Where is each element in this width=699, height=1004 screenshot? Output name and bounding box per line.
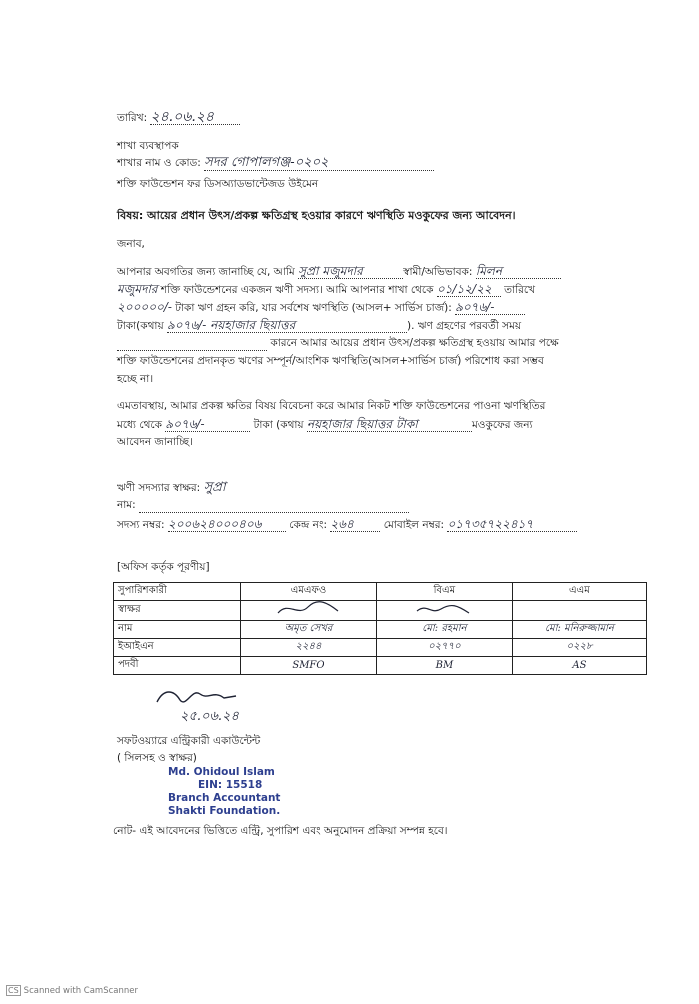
- mobile-label: মোবাইল নম্বর:: [383, 519, 445, 531]
- member-signature: সুপ্রা: [203, 480, 226, 495]
- scanner-text: Scanned with CamScanner: [23, 986, 138, 996]
- branch-value: সদর গোপালগঞ্জ-০২০২: [204, 156, 434, 171]
- footer-note: নোট- এই আবেদনের ভিত্তিতে এন্ট্রি, সুপারিশ এবং অনুমোদন প্রক্রিয়া সম্পন্ন হবে।: [113, 825, 448, 837]
- camscanner-logo: CS: [8, 986, 19, 995]
- center-value: ২৬৪: [330, 517, 380, 532]
- para1-line3: [117, 300, 525, 315]
- bm-signature: [376, 601, 512, 621]
- balance-value: ৯০৭৬/-: [455, 300, 525, 315]
- table-row: [114, 639, 647, 657]
- member-name-value: সুপ্রা মজুমদার: [298, 264, 403, 279]
- row-label: পদবী: [114, 657, 241, 675]
- waiver-words-value: নয়হাজার ছিয়াত্তর টাকা: [307, 417, 472, 432]
- member-number-label: সদস্য নম্বর:: [117, 519, 165, 531]
- table-header-cell: বিএম: [376, 583, 512, 601]
- guardian-value: মিলন: [476, 264, 561, 279]
- stamp-org: Shakti Foundation.: [168, 805, 281, 817]
- para2-text: টাকা (কথায়: [253, 419, 304, 431]
- para1-line1: [117, 264, 561, 279]
- para1-text: আপনার অবগতির জন্য জানাচ্ছি যে, আমি: [117, 266, 295, 278]
- date-label: তারিখ:: [117, 112, 148, 124]
- branch-label: শাখার নাম ও কোড:: [117, 157, 201, 169]
- table-cell: ০২৭৭০: [376, 639, 512, 657]
- date-row: [117, 110, 240, 125]
- office-note: [অফিস কর্তৃক পূরণীয়]: [117, 561, 210, 573]
- table-row: [114, 657, 647, 675]
- stamp-ein: EIN: 15518: [198, 779, 263, 791]
- table-cell: অমৃত সেখর: [241, 621, 377, 639]
- stamp-title: Branch Accountant: [168, 792, 281, 804]
- am-signature: [512, 601, 646, 621]
- mfo-signature-scribble: [273, 601, 343, 617]
- reason-blank: [117, 336, 267, 351]
- accountant-seal-note: ( সিলসহ ও স্বাক্ষর): [117, 752, 197, 764]
- para2-line1: এমতাবস্থায়, আমার প্রকল্প ক্ষতির বিষয় বিবেচনা করে আমার নিকট শক্তি ফাউন্ডেশনের পাওনা ঋণস্থিতির: [117, 400, 546, 412]
- accountant-stamp: [168, 766, 280, 818]
- date-value: ২৪.০৬.২৪: [150, 110, 240, 125]
- member-signature-row: [117, 481, 226, 495]
- para1-line6: শক্তি ফাউন্ডেশনের প্রদানকৃত ঋণের সম্পূর্ন/আংশিক ঋণস্থিতি(আসল+সার্ভিস চার্জ) পরিশোধ করা সম্ভব: [117, 355, 544, 367]
- member-name-row: [117, 498, 409, 513]
- table-cell: SMFO: [241, 657, 377, 675]
- table-cell: BM: [376, 657, 512, 675]
- accountant-signature: [152, 684, 242, 710]
- table-cell: মো: রহমান: [376, 621, 512, 639]
- date-suffix: তারিখে: [504, 284, 535, 296]
- member-number-row: [117, 517, 577, 532]
- member-signature-label: ঋণী সদস্যার স্বাক্ষর:: [117, 482, 201, 494]
- bm-signature-scribble: [409, 601, 479, 617]
- para2-text: মওকুফের জন্য: [471, 419, 533, 431]
- mobile-value: ০১৭৩৫৭২২৪১৭: [447, 517, 577, 532]
- member-number-value: ২০০৬২৪০০০৪০৬: [168, 517, 286, 532]
- accountant-title: সফটওয়্যারে এন্ট্রিকারী একাউন্টেন্ট: [117, 735, 261, 747]
- para1-text: কারনে আমার আয়ের প্রধান উৎস/প্রকল্প ক্ষতিগ্রস্থ হওয়ায় আমার পক্ষে: [270, 337, 559, 349]
- para1-text: শক্তি ফাউন্ডেশনের একজন ঋণী সদস্য। আমি আপনার শাখা থেকে: [160, 284, 434, 296]
- para1-text: ). ঋণ গ্রহণের পরবর্তী সময়: [406, 320, 522, 332]
- scanner-watermark: [6, 985, 138, 996]
- recommendation-table: [113, 582, 647, 675]
- table-header-row: [114, 583, 647, 601]
- table-row: [114, 621, 647, 639]
- loan-amount-value: ২০০০০০/-: [117, 300, 172, 314]
- row-label: নাম: [114, 621, 241, 639]
- table-cell: ০২২৮: [512, 639, 646, 657]
- table-cell: AS: [512, 657, 646, 675]
- loan-date-value: ০১/১২/২২: [437, 282, 501, 297]
- para2-line2: [117, 417, 533, 432]
- table-row: [114, 601, 647, 621]
- row-label: ইআইএন: [114, 639, 241, 657]
- para2-text: মধ্যে থেকে: [117, 419, 162, 431]
- center-label: কেন্দ্র নং:: [289, 519, 327, 531]
- mfo-signature: [241, 601, 377, 621]
- guardian-label: স্বামী/অভিভাবক:: [403, 266, 473, 278]
- subject-line: বিষয়: আয়ের প্রধান উৎস/প্রকল্প ক্ষতিগ্রস্থ হওয়ার কারণে ঋণস্থিতি মওকুফের জন্য আবেদন।: [117, 209, 516, 222]
- member-name-blank: [139, 498, 409, 513]
- table-header-cell: এমএফও: [241, 583, 377, 601]
- para1-line7: হচ্ছে না।: [117, 373, 154, 385]
- organization-line: শক্তি ফাউন্ডেশন ফর ডিসঅ্যাডভান্টেজড উইমেন: [117, 178, 319, 190]
- branch-row: [117, 156, 434, 171]
- table-cell: ২২৪৪: [241, 639, 377, 657]
- para1-line5: [117, 336, 559, 351]
- balance-words-value: ৯০৭৬/- নয়হাজার ছিয়াত্তর: [167, 318, 407, 333]
- para1-text: টাকা(কথায়: [117, 320, 164, 332]
- recipient-title: শাখা ব্যবস্থাপক: [117, 140, 179, 152]
- waiver-amount-value: ৯০৭৬/-: [165, 417, 250, 432]
- accountant-sign-date: ২৫.০৬.২৪: [180, 709, 239, 724]
- row-label: স্বাক্ষর: [114, 601, 241, 621]
- table-cell: মো: মনিরুজ্জামান: [512, 621, 646, 639]
- salutation: জনাব,: [117, 238, 145, 250]
- table-header-cell: এএম: [512, 583, 646, 601]
- member-name-label: নাম:: [117, 499, 136, 511]
- table-header-cell: সুপারিশকারী: [114, 583, 241, 601]
- guardian-surname-value: মজুমদার: [117, 282, 158, 296]
- para1-text: টাকা ঋণ গ্রহন করি, যার সর্বশেষ ঋণস্থিতি (আসল+ সার্ভিস চার্জ):: [175, 302, 452, 314]
- para1-line2: [117, 282, 535, 297]
- para1-line4: [117, 318, 521, 333]
- stamp-name: Md. Ohidoul Islam: [168, 766, 275, 778]
- para2-line3: আবেদন জানাচ্ছি।: [117, 436, 193, 448]
